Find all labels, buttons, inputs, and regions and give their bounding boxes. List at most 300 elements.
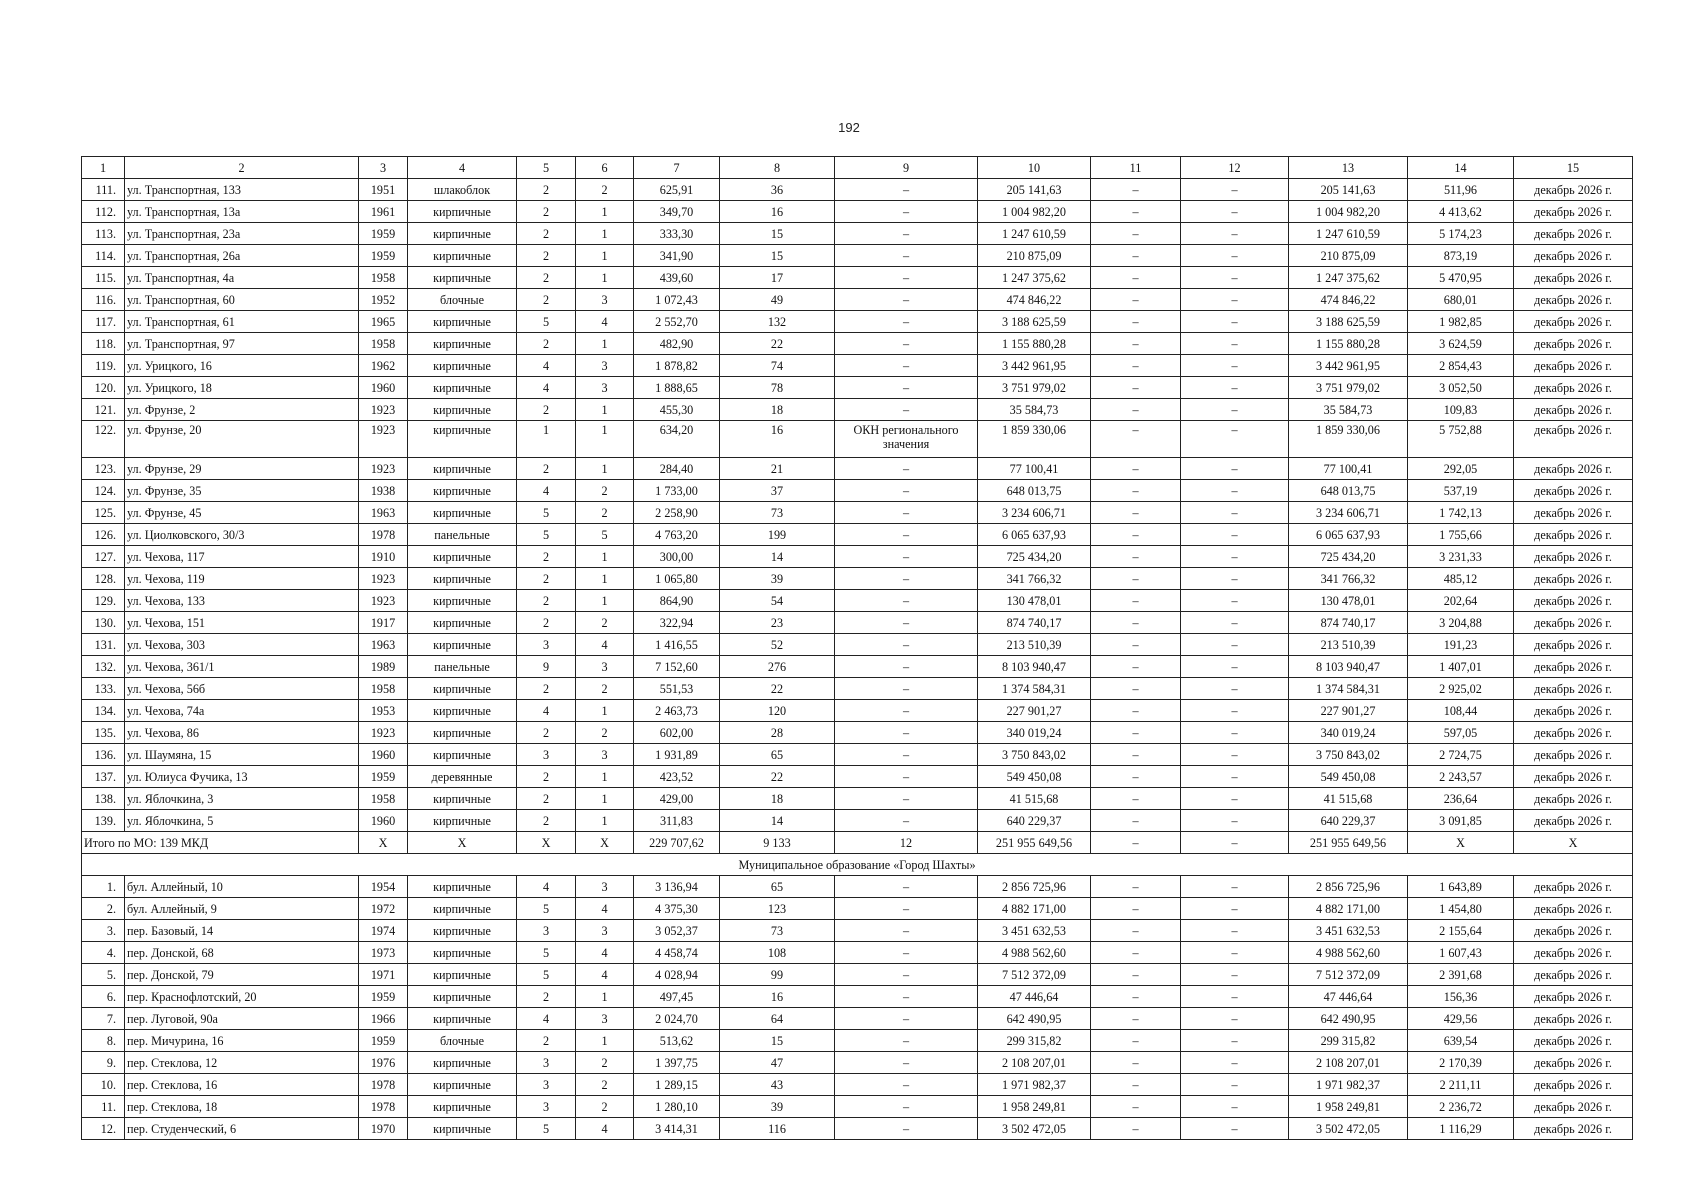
table-cell: 474 846,22 — [1289, 289, 1408, 311]
table-cell: 1959 — [359, 766, 408, 788]
total-cell: Х — [576, 832, 634, 854]
table-row — [82, 458, 1633, 480]
table-cell: 1 374 584,31 — [1289, 678, 1408, 700]
table-row — [82, 267, 1633, 289]
table-row — [82, 964, 1633, 986]
table-cell: 2 170,39 — [1408, 1052, 1514, 1074]
table-cell: – — [1091, 700, 1181, 722]
table-cell: – — [835, 788, 978, 810]
table-cell: 300,00 — [634, 546, 720, 568]
table-cell: 1959 — [359, 986, 408, 1008]
table-cell: 625,91 — [634, 179, 720, 201]
table-cell: кирпичные — [408, 700, 517, 722]
table-cell: – — [1091, 722, 1181, 744]
table-cell: 35 584,73 — [1289, 399, 1408, 421]
table-cell: 126. — [82, 524, 125, 546]
table-row — [82, 656, 1633, 678]
table-cell: 3. — [82, 920, 125, 942]
table-cell: 4 763,20 — [634, 524, 720, 546]
table-cell: 549 450,08 — [1289, 766, 1408, 788]
table-cell: 22 — [720, 678, 835, 700]
table-cell: кирпичные — [408, 942, 517, 964]
table-cell: 1 971 982,37 — [978, 1074, 1091, 1096]
table-cell: 1 247 375,62 — [1289, 267, 1408, 289]
table-cell: 1 643,89 — [1408, 876, 1514, 898]
table-cell: 680,01 — [1408, 289, 1514, 311]
address-cell: ул. Чехова, 117 — [125, 546, 359, 568]
table-cell: 4 — [576, 634, 634, 656]
table-cell: 1 065,80 — [634, 568, 720, 590]
address-cell: ул. Транспортная, 23а — [125, 223, 359, 245]
table-cell: декабрь 2026 г. — [1514, 546, 1633, 568]
table-cell: 3 234 606,71 — [1289, 502, 1408, 524]
table-cell: – — [1181, 722, 1289, 744]
table-cell: 634,20 — [634, 421, 720, 458]
table-cell: 549 450,08 — [978, 766, 1091, 788]
table-cell: 12. — [82, 1118, 125, 1140]
table-row — [82, 700, 1633, 722]
table-row — [82, 546, 1633, 568]
address-cell: ул. Яблочкина, 3 — [125, 788, 359, 810]
table-cell: кирпичные — [408, 1052, 517, 1074]
table-cell: 2 — [517, 546, 576, 568]
table-cell: – — [1091, 656, 1181, 678]
section-title: Муниципальное образование «Город Шахты» — [82, 854, 1633, 876]
address-cell: ул. Чехова, 133 — [125, 590, 359, 612]
table-cell: 4 988 562,60 — [978, 942, 1091, 964]
table-cell: кирпичные — [408, 986, 517, 1008]
table-row — [82, 333, 1633, 355]
table-cell: декабрь 2026 г. — [1514, 1030, 1633, 1052]
table-cell: – — [1091, 502, 1181, 524]
table-cell: 2 — [517, 766, 576, 788]
table-cell: – — [835, 1118, 978, 1140]
table-cell: 119. — [82, 355, 125, 377]
address-cell: бул. Аллейный, 9 — [125, 898, 359, 920]
table-cell: 1 982,85 — [1408, 311, 1514, 333]
table-cell: 134. — [82, 700, 125, 722]
table-cell: 109,83 — [1408, 399, 1514, 421]
table-cell: 4 — [517, 1008, 576, 1030]
table-cell: 199 — [720, 524, 835, 546]
table-cell: 5 752,88 — [1408, 421, 1514, 458]
table-cell: 3 624,59 — [1408, 333, 1514, 355]
table-cell: 1 — [576, 568, 634, 590]
address-cell: ул. Чехова, 86 — [125, 722, 359, 744]
table-cell: 3 — [576, 377, 634, 399]
table-cell: 4 — [576, 942, 634, 964]
table-cell: 3 451 632,53 — [1289, 920, 1408, 942]
table-cell: 5 — [517, 898, 576, 920]
table-cell: 1 — [576, 1030, 634, 1052]
table-cell: 130 478,01 — [1289, 590, 1408, 612]
table-cell: декабрь 2026 г. — [1514, 311, 1633, 333]
table-cell: – — [1181, 634, 1289, 656]
table-cell: 1965 — [359, 311, 408, 333]
address-cell: пер. Стеклова, 16 — [125, 1074, 359, 1096]
table-cell: 64 — [720, 1008, 835, 1030]
table-cell: – — [1181, 355, 1289, 377]
table-cell: 41 515,68 — [978, 788, 1091, 810]
table-cell: 1 289,15 — [634, 1074, 720, 1096]
table-row — [82, 1096, 1633, 1118]
table-cell: 2 — [517, 590, 576, 612]
section-title-row — [82, 854, 1633, 876]
table-cell: декабрь 2026 г. — [1514, 399, 1633, 421]
table-cell: – — [1091, 1008, 1181, 1030]
table-cell: кирпичные — [408, 421, 517, 458]
table-cell: 429,56 — [1408, 1008, 1514, 1030]
address-cell: пер. Стеклова, 12 — [125, 1052, 359, 1074]
table-cell: 1 — [576, 766, 634, 788]
table-cell: 114. — [82, 245, 125, 267]
table-cell: 1973 — [359, 942, 408, 964]
table-cell: 210 875,09 — [1289, 245, 1408, 267]
table-row — [82, 223, 1633, 245]
address-cell: ул. Транспортная, 60 — [125, 289, 359, 311]
table-cell: декабрь 2026 г. — [1514, 1074, 1633, 1096]
table-cell: 7 512 372,09 — [1289, 964, 1408, 986]
table-cell: 2 724,75 — [1408, 744, 1514, 766]
table-cell: 640 229,37 — [1289, 810, 1408, 832]
table-cell: 3 — [576, 289, 634, 311]
table-cell: декабрь 2026 г. — [1514, 1008, 1633, 1030]
table-cell: 108,44 — [1408, 700, 1514, 722]
table-cell: – — [835, 876, 978, 898]
table-cell: – — [1181, 201, 1289, 223]
table-cell: 2 — [517, 458, 576, 480]
table-cell: 1 — [576, 399, 634, 421]
table-cell: 1 742,13 — [1408, 502, 1514, 524]
table-cell: – — [1181, 700, 1289, 722]
table-cell: 4 — [517, 876, 576, 898]
address-cell: ул. Шаумяна, 15 — [125, 744, 359, 766]
table-cell: 23 — [720, 612, 835, 634]
table-cell: 2 — [576, 502, 634, 524]
table-cell: – — [835, 245, 978, 267]
table-cell: 4 988 562,60 — [1289, 942, 1408, 964]
table-cell: 874 740,17 — [978, 612, 1091, 634]
table-cell: – — [1091, 788, 1181, 810]
table-cell: 2 — [517, 986, 576, 1008]
table-cell: кирпичные — [408, 1096, 517, 1118]
table-cell: – — [1181, 788, 1289, 810]
table-row — [82, 1008, 1633, 1030]
table-cell: 292,05 — [1408, 458, 1514, 480]
table-cell: 423,52 — [634, 766, 720, 788]
table-cell: 1 — [576, 458, 634, 480]
page-number: 192 — [838, 120, 860, 135]
table-cell: 537,19 — [1408, 480, 1514, 502]
table-cell: – — [1181, 810, 1289, 832]
table-cell: 1 931,89 — [634, 744, 720, 766]
table-cell: 1 004 982,20 — [978, 201, 1091, 223]
table-cell: 18 — [720, 399, 835, 421]
table-cell: 3 — [517, 1052, 576, 1074]
table-cell: 128. — [82, 568, 125, 590]
table-cell: 3 091,85 — [1408, 810, 1514, 832]
address-cell: пер. Студенческий, 6 — [125, 1118, 359, 1140]
table-cell: – — [1091, 612, 1181, 634]
table-cell: кирпичные — [408, 1008, 517, 1030]
table-cell: – — [1091, 1074, 1181, 1096]
table-cell: кирпичные — [408, 311, 517, 333]
table-cell: 2 — [517, 399, 576, 421]
table-cell: панельные — [408, 656, 517, 678]
table-cell: 15 — [720, 245, 835, 267]
table-cell: декабрь 2026 г. — [1514, 722, 1633, 744]
table-cell: – — [835, 179, 978, 201]
address-cell: пер. Донской, 68 — [125, 942, 359, 964]
table-cell: 2 — [517, 179, 576, 201]
address-cell: пер. Стеклова, 18 — [125, 1096, 359, 1118]
table-cell: 99 — [720, 964, 835, 986]
address-cell: пер. Базовый, 14 — [125, 920, 359, 942]
table-cell: 2 — [576, 678, 634, 700]
table-cell: 1 733,00 — [634, 480, 720, 502]
table-cell: декабрь 2026 г. — [1514, 568, 1633, 590]
table-cell: 2 211,11 — [1408, 1074, 1514, 1096]
table-cell: – — [1181, 311, 1289, 333]
table-cell: 1961 — [359, 201, 408, 223]
table-cell: 213 510,39 — [978, 634, 1091, 656]
address-cell: ул. Чехова, 119 — [125, 568, 359, 590]
table-cell: 3 — [517, 1074, 576, 1096]
table-cell: 482,90 — [634, 333, 720, 355]
table-cell: – — [1181, 590, 1289, 612]
table-cell: – — [1181, 678, 1289, 700]
table-cell: 2 854,43 — [1408, 355, 1514, 377]
table-cell: 73 — [720, 920, 835, 942]
table-cell: 1958 — [359, 333, 408, 355]
table-cell: 17 — [720, 267, 835, 289]
table-cell: 4 — [576, 1118, 634, 1140]
table-cell: 15 — [720, 1030, 835, 1052]
table-cell: кирпичные — [408, 223, 517, 245]
table-cell: 131. — [82, 634, 125, 656]
table-cell: 4 — [517, 700, 576, 722]
table-cell: – — [835, 399, 978, 421]
table-cell: 1 958 249,81 — [978, 1096, 1091, 1118]
table-cell: – — [1181, 223, 1289, 245]
table-cell: декабрь 2026 г. — [1514, 744, 1633, 766]
table-cell: 1953 — [359, 700, 408, 722]
table-cell: – — [835, 289, 978, 311]
table-cell: кирпичные — [408, 377, 517, 399]
table-cell: 5 — [517, 964, 576, 986]
table-cell: – — [1181, 333, 1289, 355]
table-cell: – — [1181, 920, 1289, 942]
table-cell: – — [1091, 355, 1181, 377]
table-cell: – — [835, 377, 978, 399]
table-cell: 1 607,43 — [1408, 942, 1514, 964]
table-cell: 1 — [576, 333, 634, 355]
table-cell: – — [1091, 942, 1181, 964]
table-cell: 205 141,63 — [978, 179, 1091, 201]
table-cell: 4 — [517, 377, 576, 399]
table-cell: 120 — [720, 700, 835, 722]
table-row — [82, 634, 1633, 656]
table-cell: – — [835, 766, 978, 788]
table-cell: декабрь 2026 г. — [1514, 700, 1633, 722]
table-cell: 16 — [720, 421, 835, 458]
table-row — [82, 590, 1633, 612]
total-section — [82, 832, 1633, 876]
table-cell: – — [1091, 634, 1181, 656]
table-cell: – — [1091, 333, 1181, 355]
table-cell: 16 — [720, 201, 835, 223]
table-cell: 1958 — [359, 788, 408, 810]
table-cell: 1978 — [359, 1096, 408, 1118]
table-cell: – — [1091, 590, 1181, 612]
table-cell: 874 740,17 — [1289, 612, 1408, 634]
table-cell: 47 446,64 — [1289, 986, 1408, 1008]
table-cell: 2 856 725,96 — [978, 876, 1091, 898]
table-cell: – — [1181, 876, 1289, 898]
table-cell: 3 502 472,05 — [1289, 1118, 1408, 1140]
table-cell: – — [835, 267, 978, 289]
table-cell: декабрь 2026 г. — [1514, 810, 1633, 832]
table-cell: кирпичные — [408, 590, 517, 612]
table-cell: декабрь 2026 г. — [1514, 502, 1633, 524]
table-cell: – — [835, 986, 978, 1008]
table-cell: 227 901,27 — [978, 700, 1091, 722]
table-cell: декабрь 2026 г. — [1514, 1096, 1633, 1118]
table-cell: 4 — [576, 311, 634, 333]
table-cell: 156,36 — [1408, 986, 1514, 1008]
table-cell: 210 875,09 — [978, 245, 1091, 267]
address-cell: ул. Чехова, 151 — [125, 612, 359, 634]
table-cell: 2 856 725,96 — [1289, 876, 1408, 898]
table-cell: 1923 — [359, 568, 408, 590]
table-row — [82, 1030, 1633, 1052]
table-cell: 18 — [720, 788, 835, 810]
table-cell: 2 — [576, 1096, 634, 1118]
table-cell: 1978 — [359, 1074, 408, 1096]
table-cell: – — [1181, 502, 1289, 524]
table-cell: 284,40 — [634, 458, 720, 480]
table-cell: 1 — [576, 223, 634, 245]
table-cell: 322,94 — [634, 612, 720, 634]
table-cell: 1 374 584,31 — [978, 678, 1091, 700]
table-cell: 1923 — [359, 458, 408, 480]
table-cell: 49 — [720, 289, 835, 311]
table-cell: 74 — [720, 355, 835, 377]
address-cell: пер. Луговой, 90а — [125, 1008, 359, 1030]
address-cell: ул. Транспортная, 133 — [125, 179, 359, 201]
table-cell: 227 901,27 — [1289, 700, 1408, 722]
table-cell: – — [1181, 1052, 1289, 1074]
table-cell: – — [1091, 876, 1181, 898]
table-cell: 311,83 — [634, 810, 720, 832]
table-cell: 3 442 961,95 — [978, 355, 1091, 377]
table-cell: 1 454,80 — [1408, 898, 1514, 920]
column-header: 13 — [1289, 157, 1408, 179]
table-cell: 2 236,72 — [1408, 1096, 1514, 1118]
table-cell: 202,64 — [1408, 590, 1514, 612]
table-cell: кирпичные — [408, 399, 517, 421]
table-cell: 1 — [576, 245, 634, 267]
table-cell: 2 — [517, 788, 576, 810]
table-cell: 5 — [517, 502, 576, 524]
table-cell: 139. — [82, 810, 125, 832]
address-cell: ул. Транспортная, 61 — [125, 311, 359, 333]
table-cell: кирпичные — [408, 1074, 517, 1096]
table-row — [82, 678, 1633, 700]
table-cell: 1 247 610,59 — [978, 223, 1091, 245]
table-row — [82, 986, 1633, 1008]
table-cell: 3 — [576, 920, 634, 942]
table-row — [82, 1118, 1633, 1140]
address-cell: ул. Транспортная, 4а — [125, 267, 359, 289]
table-row — [82, 289, 1633, 311]
table-cell: 4 028,94 — [634, 964, 720, 986]
table-row — [82, 311, 1633, 333]
table-cell: 1938 — [359, 480, 408, 502]
table-cell: 439,60 — [634, 267, 720, 289]
table-cell: – — [1091, 568, 1181, 590]
table-cell: 1971 — [359, 964, 408, 986]
table-cell: – — [1181, 1030, 1289, 1052]
table-cell: 2 — [576, 1074, 634, 1096]
table-cell: 1959 — [359, 223, 408, 245]
table-cell: 1958 — [359, 267, 408, 289]
table-cell: 11. — [82, 1096, 125, 1118]
table-cell: 1 — [576, 201, 634, 223]
table-row — [82, 810, 1633, 832]
table-row — [82, 788, 1633, 810]
address-cell: ул. Транспортная, 26а — [125, 245, 359, 267]
table-row — [82, 766, 1633, 788]
table-cell: 4 882 171,00 — [1289, 898, 1408, 920]
table-cell: 648 013,75 — [978, 480, 1091, 502]
table-cell: декабрь 2026 г. — [1514, 377, 1633, 399]
table-cell: декабрь 2026 г. — [1514, 355, 1633, 377]
table-cell: декабрь 2026 г. — [1514, 766, 1633, 788]
table-cell: 1923 — [359, 590, 408, 612]
table-cell: 3 — [576, 1008, 634, 1030]
table-cell: 3 204,88 — [1408, 612, 1514, 634]
address-cell: пер. Краснофлотский, 20 — [125, 986, 359, 1008]
table-cell: 3 — [517, 1096, 576, 1118]
address-cell: ул. Фрунзе, 45 — [125, 502, 359, 524]
table-cell: 2 — [517, 568, 576, 590]
table-cell: 485,12 — [1408, 568, 1514, 590]
address-cell: ул. Фрунзе, 20 — [125, 421, 359, 458]
table-cell: 127. — [82, 546, 125, 568]
column-header: 1 — [82, 157, 125, 179]
table-cell: 205 141,63 — [1289, 179, 1408, 201]
table-cell: 1 — [576, 986, 634, 1008]
total-cell: 12 — [835, 832, 978, 854]
address-cell: ул. Фрунзе, 35 — [125, 480, 359, 502]
table-cell: – — [835, 223, 978, 245]
table-cell: кирпичные — [408, 920, 517, 942]
table-cell: 1 — [576, 788, 634, 810]
table-row — [82, 355, 1633, 377]
total-cell: – — [1091, 832, 1181, 854]
table-cell: 6. — [82, 986, 125, 1008]
table-cell: 8. — [82, 1030, 125, 1052]
table-cell: 3 188 625,59 — [1289, 311, 1408, 333]
housing-registry-table — [81, 156, 1633, 1140]
table-cell: 111. — [82, 179, 125, 201]
table-cell: кирпичные — [408, 1118, 517, 1140]
table-cell: 1 155 880,28 — [978, 333, 1091, 355]
address-cell: ул. Чехова, 303 — [125, 634, 359, 656]
table-cell: 1 859 330,06 — [1289, 421, 1408, 458]
table-cell: 1 004 982,20 — [1289, 201, 1408, 223]
